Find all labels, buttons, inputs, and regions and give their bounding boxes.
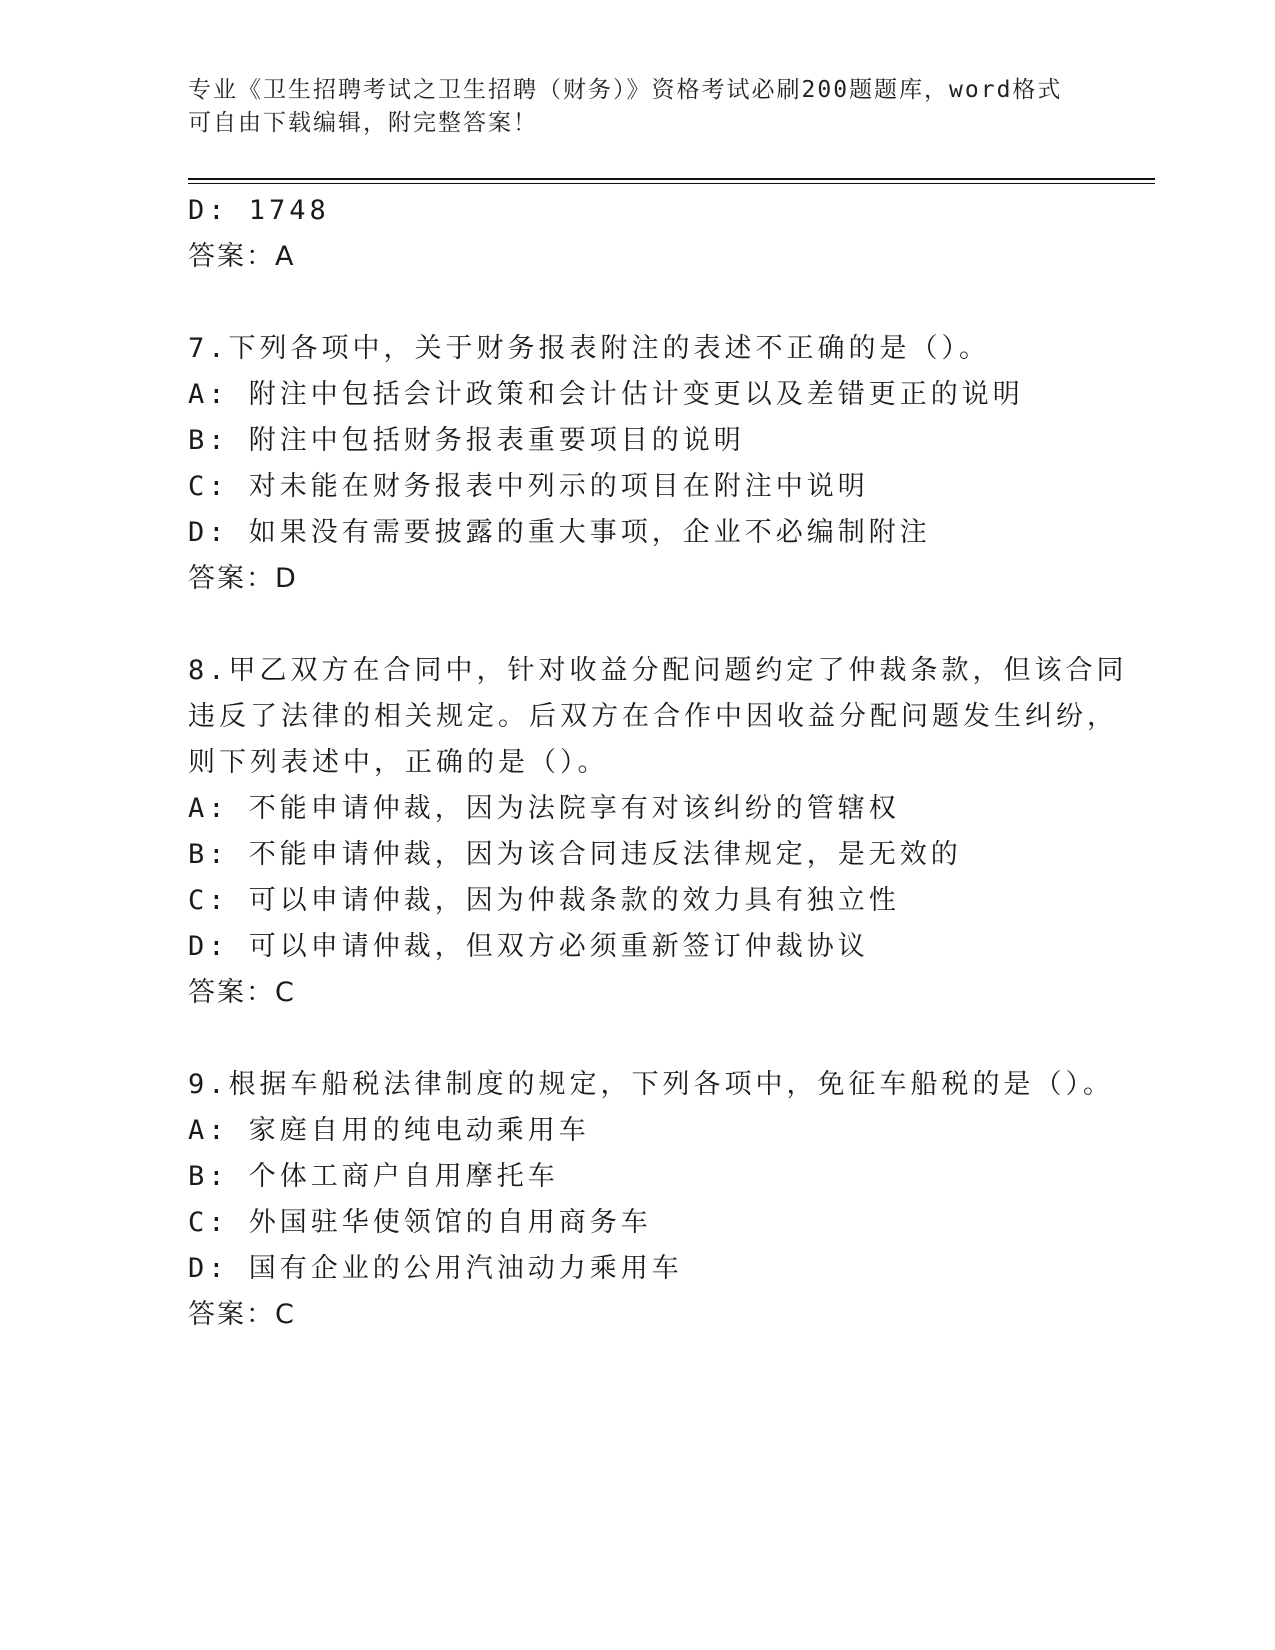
question-stem-line-2: 违反了法律的相关规定。后双方在合作中因收益分配问题发生纠纷， <box>188 701 1118 732</box>
option-b: B: 不能申请仲裁，因为该合同违反法律规定，是无效的 <box>188 839 962 870</box>
option-c: C: 可以申请仲裁，因为仲裁条款的效力具有独立性 <box>188 885 900 916</box>
option-d: D: 如果没有需要披露的重大事项，企业不必编制附注 <box>188 517 931 548</box>
option-d: D: 可以申请仲裁，但双方必须重新签订仲裁协议 <box>188 931 869 962</box>
header-line-1: 专业《卫生招聘考试之卫生招聘（财务）》资格考试必刷200题题库，word格式 <box>188 77 1063 103</box>
option-a: A: 家庭自用的纯电动乘用车 <box>188 1115 590 1146</box>
answer: 答案：D <box>188 563 298 594</box>
spacer <box>188 1016 1108 1062</box>
spacer <box>188 280 1108 326</box>
option-a: A: 不能申请仲裁，因为法院享有对该纠纷的管辖权 <box>188 793 900 824</box>
option-b: B: 附注中包括财务报表重要项目的说明 <box>188 425 745 456</box>
header-divider-thin <box>188 183 1155 184</box>
question-content <box>188 188 1128 1338</box>
spacer <box>188 602 1108 648</box>
option-c: C: 外国驻华使领馆的自用商务车 <box>188 1207 652 1238</box>
option-c: C: 对未能在财务报表中列示的项目在附注中说明 <box>188 471 869 502</box>
question-8 <box>188 648 1128 1016</box>
header-divider-thick <box>188 178 1155 180</box>
question-stem: 7.下列各项中，关于财务报表附注的表述不正确的是（）。 <box>188 333 991 364</box>
question-stem: 9.根据车船税法律制度的规定，下列各项中，免征车船税的是（）。 <box>188 1069 1115 1100</box>
prev-answer: 答案：A <box>188 241 296 272</box>
option-a: A: 附注中包括会计政策和会计估计变更以及差错更正的说明 <box>188 379 1024 410</box>
question-stem-line-1: 8.甲乙双方在合同中，针对收益分配问题约定了仲裁条款，但该合同 <box>188 655 1128 686</box>
page-header <box>188 74 1088 140</box>
question-9 <box>188 1062 1115 1338</box>
answer: 答案：C <box>188 977 296 1008</box>
question-7 <box>188 326 1108 602</box>
option-b: B: 个体工商户自用摩托车 <box>188 1161 559 1192</box>
header-line-2: 可自由下载编辑，附完整答案！ <box>188 110 538 136</box>
option-d: D: 国有企业的公用汽油动力乘用车 <box>188 1253 683 1284</box>
answer: 答案：C <box>188 1299 296 1330</box>
prev-option-d: D: 1748 <box>188 195 330 226</box>
question-stem-line-3: 则下列表述中，正确的是（）。 <box>188 747 609 778</box>
